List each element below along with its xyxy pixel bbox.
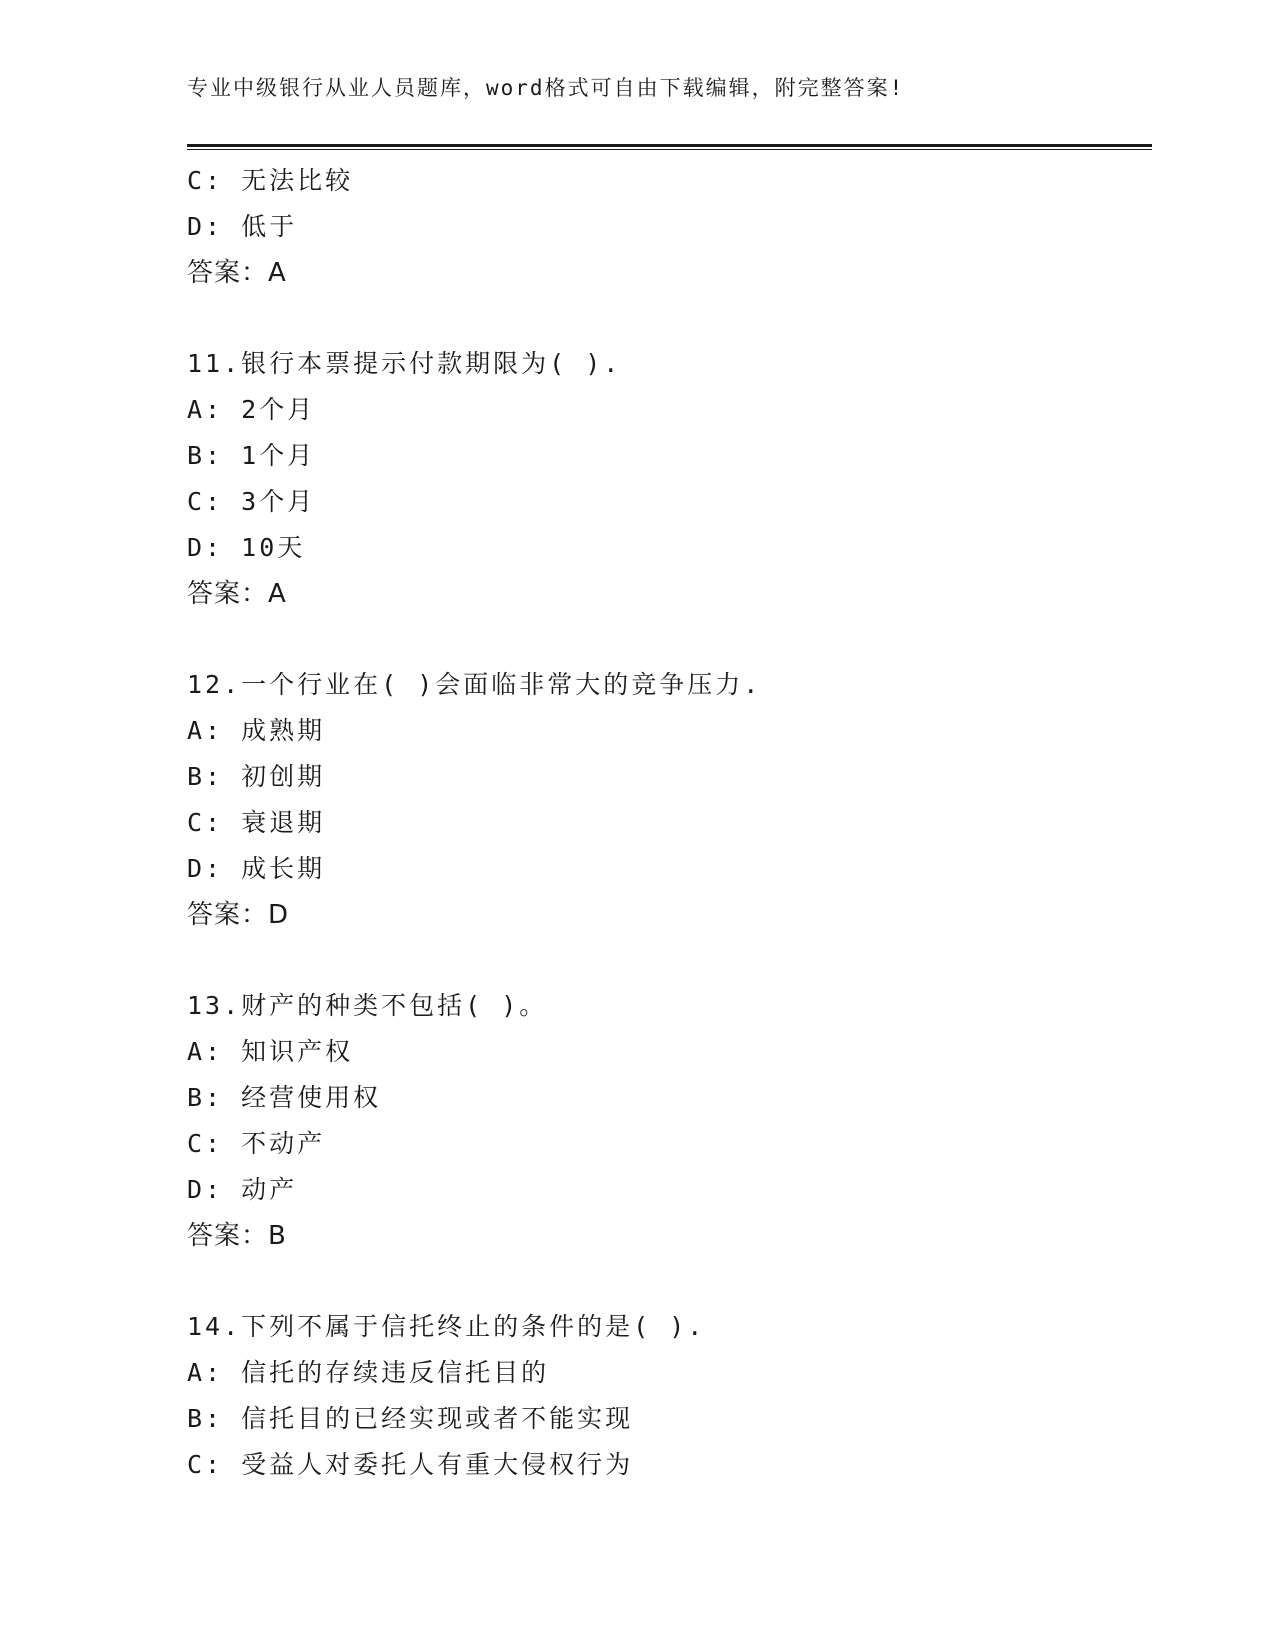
answer-line: 答案：A	[187, 258, 287, 288]
option-c: C: 不动产	[187, 1129, 326, 1158]
option-a: A: 信托的存续违反信托目的	[187, 1358, 550, 1387]
question-fragment	[187, 158, 1152, 296]
option-a: A: 知识产权	[187, 1037, 354, 1066]
option-d: D: 成长期	[187, 854, 326, 883]
option-b: B: 初创期	[187, 762, 326, 791]
question-11	[187, 341, 1152, 617]
question-stem: 11.银行本票提示付款期限为( ).	[187, 349, 622, 378]
option-c: C: 3个月	[187, 487, 316, 516]
option-d: D: 10天	[187, 533, 306, 562]
header-divider	[187, 144, 1152, 150]
question-13	[187, 983, 1152, 1259]
answer-line: 答案：A	[187, 579, 287, 609]
option-c: C: 衰退期	[187, 808, 326, 837]
option-d: D: 动产	[187, 1175, 298, 1204]
option-c: C: 受益人对委托人有重大侵权行为	[187, 1450, 634, 1479]
option-b: B: 经营使用权	[187, 1083, 382, 1112]
question-stem: 14.下列不属于信托终止的条件的是( ).	[187, 1312, 706, 1341]
option-c: C: 无法比较	[187, 166, 354, 195]
option-d: D: 低于	[187, 212, 298, 241]
page-header: 专业中级银行从业人员题库，word格式可自由下载编辑，附完整答案!	[187, 76, 905, 100]
answer-line: 答案：D	[187, 900, 290, 930]
option-a: A: 成熟期	[187, 716, 326, 745]
option-b: B: 1个月	[187, 441, 316, 470]
answer-line: 答案：B	[187, 1221, 287, 1251]
question-stem: 13.财产的种类不包括( )。	[187, 991, 548, 1020]
question-14	[187, 1304, 1152, 1488]
document-body	[187, 158, 1152, 1488]
question-stem: 12.一个行业在( )会面临非常大的竞争压力.	[187, 670, 762, 699]
option-b: B: 信托目的已经实现或者不能实现	[187, 1404, 634, 1433]
option-a: A: 2个月	[187, 395, 316, 424]
question-12	[187, 662, 1152, 938]
